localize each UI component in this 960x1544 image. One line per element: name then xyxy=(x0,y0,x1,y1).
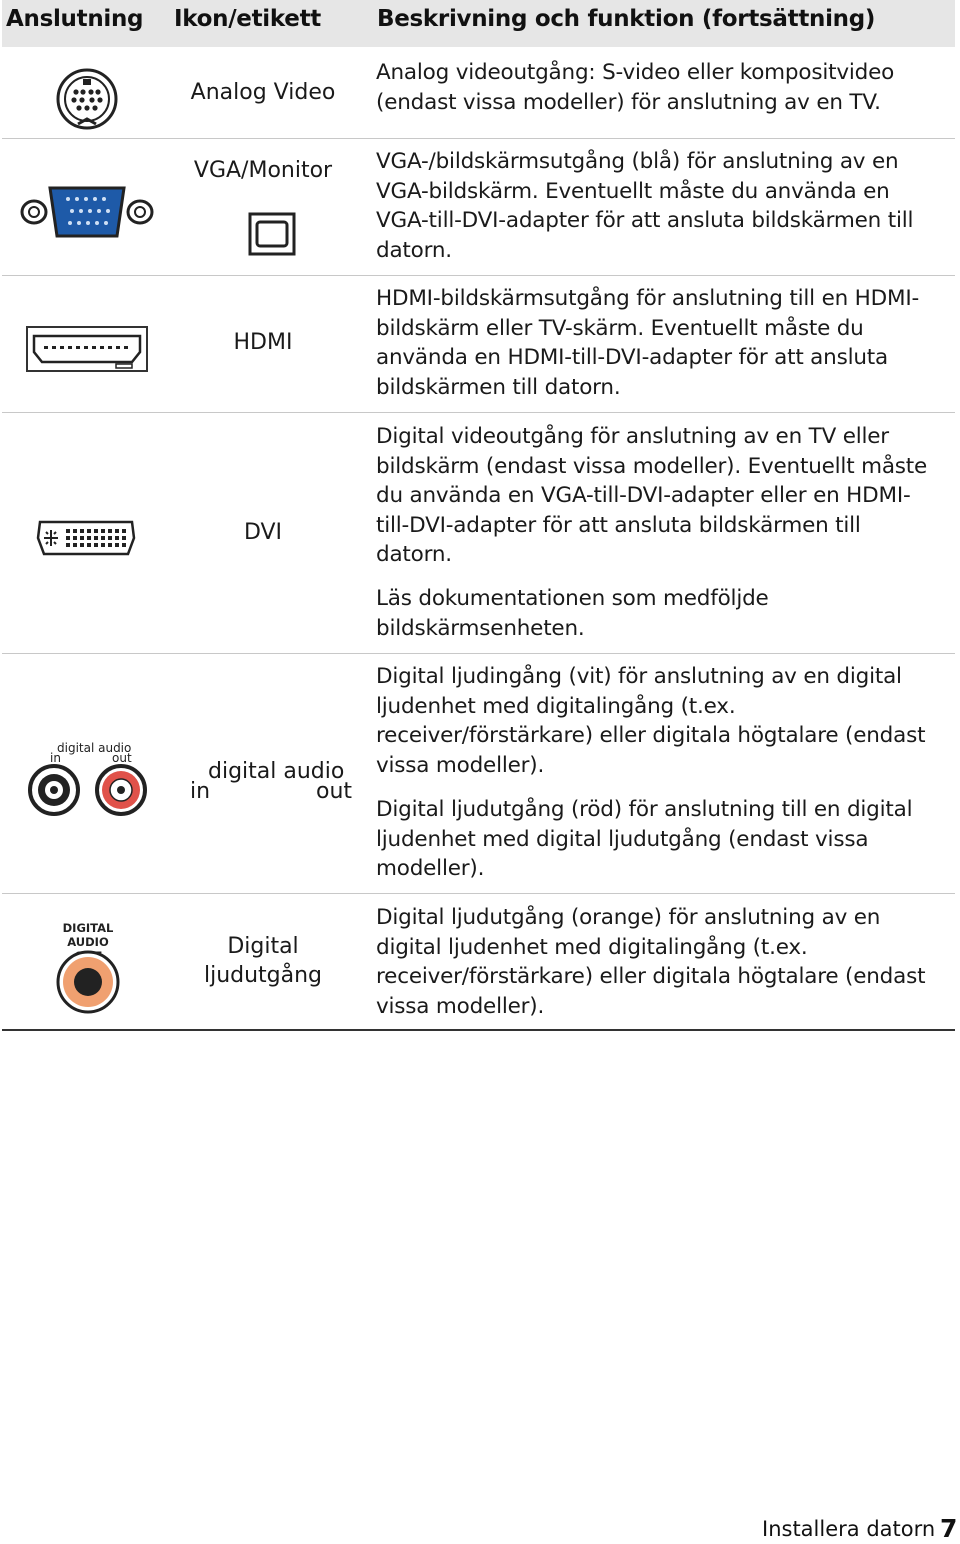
optical-audio-port-icon xyxy=(56,950,120,1014)
desc-hdmi: HDMI-bildskärmsutgång för anslutning till en HDMI-bildskärm eller TV-skärm. Eventuellt måste du använda en HDMI-till-DVI-adapter för att ansluta bildskärmen till datorn. xyxy=(376,286,920,400)
label-hdmi: HDMI xyxy=(233,330,293,355)
header-connection: Anslutning xyxy=(6,6,144,32)
label-vga: VGA/Monitor xyxy=(193,158,333,183)
table-header xyxy=(2,0,955,47)
label-analog-video: Analog Video xyxy=(190,80,336,105)
port-label-digital-audio-out: DIGITAL AUDIO xyxy=(62,921,114,949)
row-divider xyxy=(2,138,955,139)
row-divider xyxy=(2,893,955,894)
row-divider xyxy=(2,412,955,413)
page-number: 7 xyxy=(940,1514,958,1543)
desc-dvi-note: Läs dokumentationen som medföljde bildskärmsenheten. xyxy=(376,586,769,641)
port-label-digital-audio: digital audio xyxy=(57,741,132,755)
row-divider xyxy=(2,653,955,654)
header-description: Beskrivning och funktion (fortsättning) xyxy=(377,6,876,32)
rca-ports-icon xyxy=(28,764,148,816)
label-digital-audio: digital audio xyxy=(208,759,345,784)
desc-digital-audio-out: Digital ljudutgång (röd) för anslutning till en digital ljudenhet med digital ljudutgång (endast vissa modeller). xyxy=(376,797,913,881)
label-dvi: DVI xyxy=(243,520,283,545)
hdmi-port-icon xyxy=(26,326,148,372)
svideo-port-icon xyxy=(56,68,118,130)
desc-vga: VGA-/bildskärmsutgång (blå) för anslutning av en VGA-bildskärm. Eventuellt måste du använda en VGA-till-DVI-adapter för att ansluta bildskärmen till datorn. xyxy=(376,149,914,263)
port-label-in: in xyxy=(50,751,61,765)
desc-digital-audio-out-orange: Digital ljudutgång (orange) för anslutning av en digital ljudenhet med digitalingång (t.ex. receiver/förstärkare) eller digitala högtalare (endast vissa modeller). xyxy=(376,905,926,1019)
desc-digital-audio-in: Digital ljudingång (vit) för anslutning av en digital ljudenhet med digitalingång (t.ex. receiver/förstärkare) eller digitala högtalare (endast vissa modeller). xyxy=(376,664,926,778)
label-in: in xyxy=(190,779,211,804)
desc-dvi: Digital videoutgång för anslutning av en TV eller bildskärm (endast vissa modeller). Eventuellt måste du använda en VGA-till-DVI-adapter eller en HDMI-till-DVI-adapter för att ansluta bildskärmen till datorn. xyxy=(376,424,928,567)
footer-section-title: Installera datorn xyxy=(762,1517,936,1541)
desc-analog-video: Analog videoutgång: S-video eller kompositvideo (endast vissa modeller) för anslutning av en TV. xyxy=(376,60,895,115)
label-digital-audio-out: Digital ljudutgång xyxy=(203,934,323,988)
label-out: out xyxy=(316,779,353,804)
row-divider xyxy=(2,275,955,276)
table-bottom-rule xyxy=(2,1029,955,1031)
dvi-port-icon xyxy=(36,520,136,556)
header-icon-label: Ikon/etikett xyxy=(174,6,321,32)
port-label-out: out xyxy=(112,751,132,765)
monitor-icon xyxy=(248,212,296,256)
vga-port-icon xyxy=(20,185,154,239)
